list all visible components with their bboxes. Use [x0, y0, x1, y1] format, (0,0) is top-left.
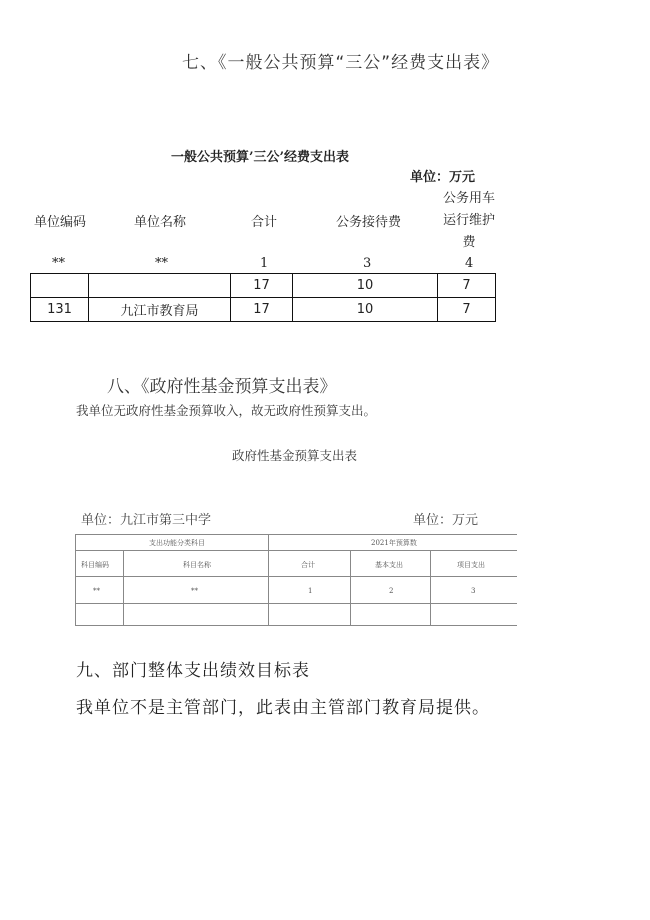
index-name: **: [155, 256, 168, 271]
cell-reception: 10: [293, 298, 438, 322]
fund-index-project: 3: [471, 587, 476, 595]
index-car: 4: [465, 256, 474, 271]
index-code: **: [52, 256, 65, 271]
index-reception: 3: [363, 256, 372, 271]
cell-car: 7: [438, 298, 496, 322]
table-rule: [268, 534, 269, 626]
three-public-unit: 单位：万元: [410, 170, 476, 185]
table-rule: [75, 550, 517, 551]
table-rule: [75, 576, 517, 577]
table-row: [31, 298, 496, 322]
header-car-line-3: 费: [462, 235, 476, 250]
fund-index-total: 1: [308, 587, 313, 595]
header-unit-name: 单位名称: [134, 215, 187, 230]
fund-index-basic: 2: [389, 587, 394, 595]
cell-reception: 10: [293, 274, 438, 298]
section-8-note: 我单位无政府性基金预算收入，故无政府性预算支出。: [76, 403, 377, 418]
table-rule: [75, 625, 517, 626]
fund-table: [75, 534, 517, 626]
cell-name: [89, 274, 231, 298]
header-unit-code: 单位编码: [34, 215, 87, 230]
table-rule: [75, 603, 517, 604]
table-rule: [430, 550, 431, 626]
header-reception-fee: 公务接待费: [336, 215, 402, 230]
col-header-project: 项目支出: [457, 561, 485, 569]
group-header-left: 支出功能分类科目: [149, 539, 205, 547]
index-total: 1: [260, 256, 269, 271]
three-public-table-title: 一般公共预算’三公’经费支出表: [171, 150, 350, 165]
section-9-heading: 九、部门整体支出绩效目标表: [76, 661, 310, 681]
col-header-total: 合计: [301, 561, 315, 569]
section-9-note: 我单位不是主管部门，此表由主管部门教育局提供。: [76, 698, 490, 718]
header-car-line-2: 运行维护: [442, 213, 495, 228]
group-header-right: 2021年预算数: [371, 539, 417, 547]
fund-index-code: **: [93, 587, 100, 595]
cell-total: 17: [231, 298, 293, 322]
header-car-maintenance: [440, 188, 498, 254]
fund-unit-name: 单位：九江市第三中学: [81, 513, 212, 528]
cell-code: [31, 274, 89, 298]
table-rule: [350, 550, 351, 626]
table-rule: [123, 550, 124, 626]
cell-code: 131: [31, 298, 89, 322]
header-car-line-1: 公务用车: [442, 191, 495, 206]
table-rule: [75, 534, 517, 535]
three-public-table: [30, 273, 496, 322]
fund-unit: 单位：万元: [413, 513, 479, 528]
col-header-basic: 基本支出: [375, 561, 403, 569]
cell-total: 17: [231, 274, 293, 298]
cell-name: 九江市教育局: [89, 298, 231, 322]
table-rule: [75, 534, 76, 626]
table-row: [31, 274, 496, 298]
fund-index-name: **: [191, 587, 198, 595]
cell-car: 7: [438, 274, 496, 298]
col-header-code: 科目编码: [81, 561, 109, 569]
section-8-heading: 八、《政府性基金预算支出表》: [107, 377, 337, 397]
header-total: 合计: [251, 215, 278, 230]
section-7-heading: 七、《一般公共预算“三公”经费支出表》: [182, 53, 500, 73]
col-header-name: 科目名称: [183, 561, 211, 569]
fund-table-title: 政府性基金预算支出表: [232, 448, 358, 463]
